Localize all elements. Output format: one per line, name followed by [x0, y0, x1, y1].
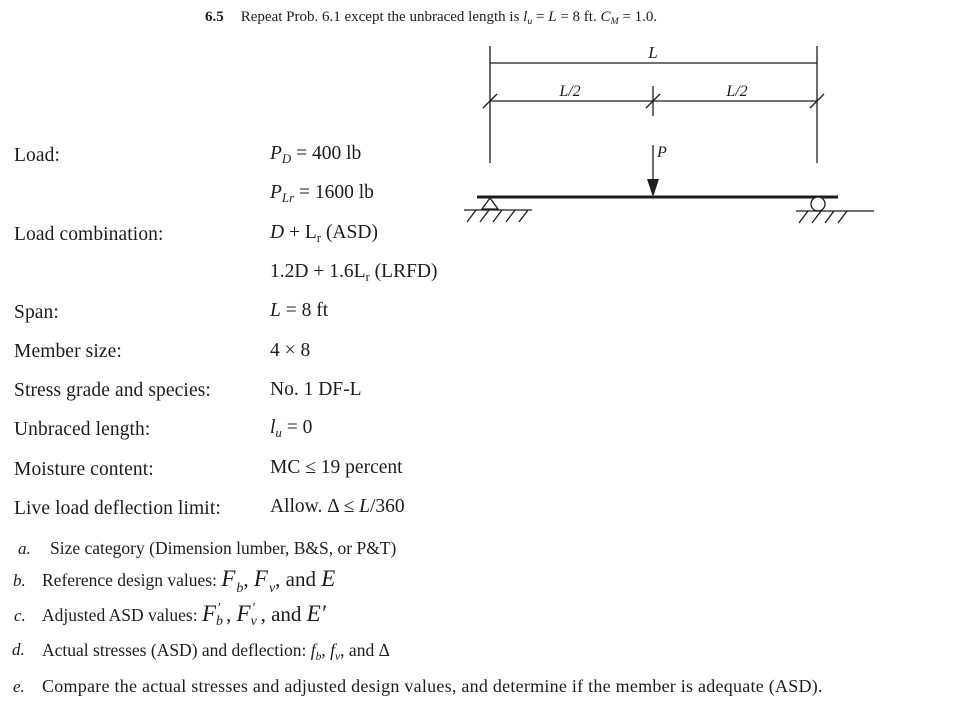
load-arrow-head [647, 179, 659, 197]
beam-diagram [450, 35, 890, 235]
task-b-text: Reference design values: $F_b$, $F_v$, and E [42, 566, 336, 596]
spec-value-unbraced-length: $l_u = 0$ [270, 417, 313, 441]
spec-value-lrfd-combination: $1.2D + 1.6L_r$ (LRFD) [270, 261, 438, 285]
problem-statement: Repeat Prob. 6.1 except the unbraced length is $l_u = L = 8$ ft. $C_M = 1.0$. [240, 9, 658, 28]
spec-label-stress-grade: Stress grade and species: [14, 380, 211, 401]
spec-label-member-size: Member size: [14, 341, 122, 362]
spec-value-deflection-limit: Allow. Δ ≤ L/360 [270, 496, 405, 517]
spec-value-roof-live-load: $P_{Lr} = 1600$ lb [270, 182, 374, 206]
roller-support-icon [796, 197, 874, 223]
task-d-text: Actual stresses (ASD) and deflection: $f_b$, $f_v$, and Δ [42, 640, 390, 663]
spec-value-span: L = 8 ft [270, 300, 329, 321]
task-a-marker: a. [18, 539, 31, 558]
task-e-marker: e. [13, 677, 25, 696]
task-e-text: Compare the actual stresses and adjusted design values, and determine if the member is adequate (ASD). [42, 676, 823, 696]
span-label: L [648, 43, 658, 62]
problem-number: 6.5 [205, 9, 224, 25]
spec-value-stress-grade: No. 1 DF-L [270, 379, 362, 400]
spec-label-moisture-content: Moisture content: [14, 459, 154, 480]
load-label: P [657, 144, 667, 161]
task-c-marker: c. [14, 606, 26, 625]
pin-support-icon [464, 198, 532, 222]
task-b-marker: b. [13, 571, 26, 590]
spec-label-unbraced-length: Unbraced length: [14, 419, 151, 440]
spec-label-deflection-limit: Live load deflection limit: [14, 498, 221, 519]
left-half-label: L/2 [559, 83, 581, 100]
problem-title [205, 9, 657, 26]
spec-value-moisture-content: MC ≤ 19 percent [270, 457, 403, 478]
task-c-text: Adjusted ASD values: F ′ b , F ′ v , and E′ [42, 601, 326, 629]
spec-value-member-size: 4 × 8 [270, 340, 311, 361]
task-d-marker: d. [12, 640, 25, 659]
spec-value-dead-load: $P_D = 400$ lb [270, 143, 362, 167]
spec-label-span: Span: [14, 302, 59, 323]
spec-label-load: Load: [14, 145, 60, 166]
spec-value-asd-combination: $D + L_r$ (ASD) [270, 222, 378, 246]
right-half-label: L/2 [726, 83, 748, 100]
task-a-text: Size category (Dimension lumber, B&S, or P&T) [50, 538, 397, 558]
spec-label-load-combination: Load combination: [14, 224, 164, 245]
